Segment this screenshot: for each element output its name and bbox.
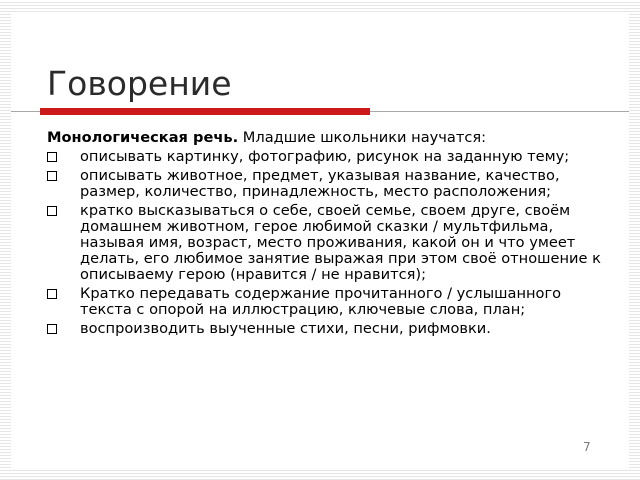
list-item-text: описывать животное, предмет, указывая название, качество, размер, количество, принадлежность, место расположения;: [80, 167, 560, 200]
skills-list: [47, 149, 607, 340]
square-bullet-icon: [47, 289, 57, 299]
intro-text: Младшие школьники научатся:: [238, 129, 487, 146]
list-item: [47, 321, 607, 337]
page-number: 7: [583, 440, 591, 454]
intro-heading: Монологическая речь.: [47, 129, 239, 146]
square-bullet-icon: [47, 152, 57, 162]
square-bullet-icon: [47, 171, 57, 181]
intro-line: [47, 130, 607, 146]
list-item-text: описывать картинку, фотографию, рисунок на заданную тему;: [80, 148, 570, 165]
title-accent-bar: [40, 108, 370, 115]
list-item: [47, 149, 607, 165]
list-item-text: кратко высказываться о себе, своей семье, своем друге, своём домашнем животном, герое любимой сказки / мультфильма, называя имя, возраст, место проживания, какой он и что умеет делать, его любимое занятие выражая при этом своё отношение к описываему герою (нравится / не нравится);: [80, 202, 601, 283]
list-item: [47, 286, 607, 318]
square-bullet-icon: [47, 206, 57, 216]
list-item-text: воспроизводить выученные стихи, песни, рифмовки.: [80, 320, 491, 337]
slide-title: Говорение: [47, 64, 232, 103]
list-item: [47, 168, 607, 200]
list-item: [47, 203, 607, 283]
list-item-text: Кратко передавать содержание прочитанного / услышанного текста с опорой на иллюстрацию, ключевые слова, план;: [80, 285, 562, 318]
square-bullet-icon: [47, 324, 57, 334]
